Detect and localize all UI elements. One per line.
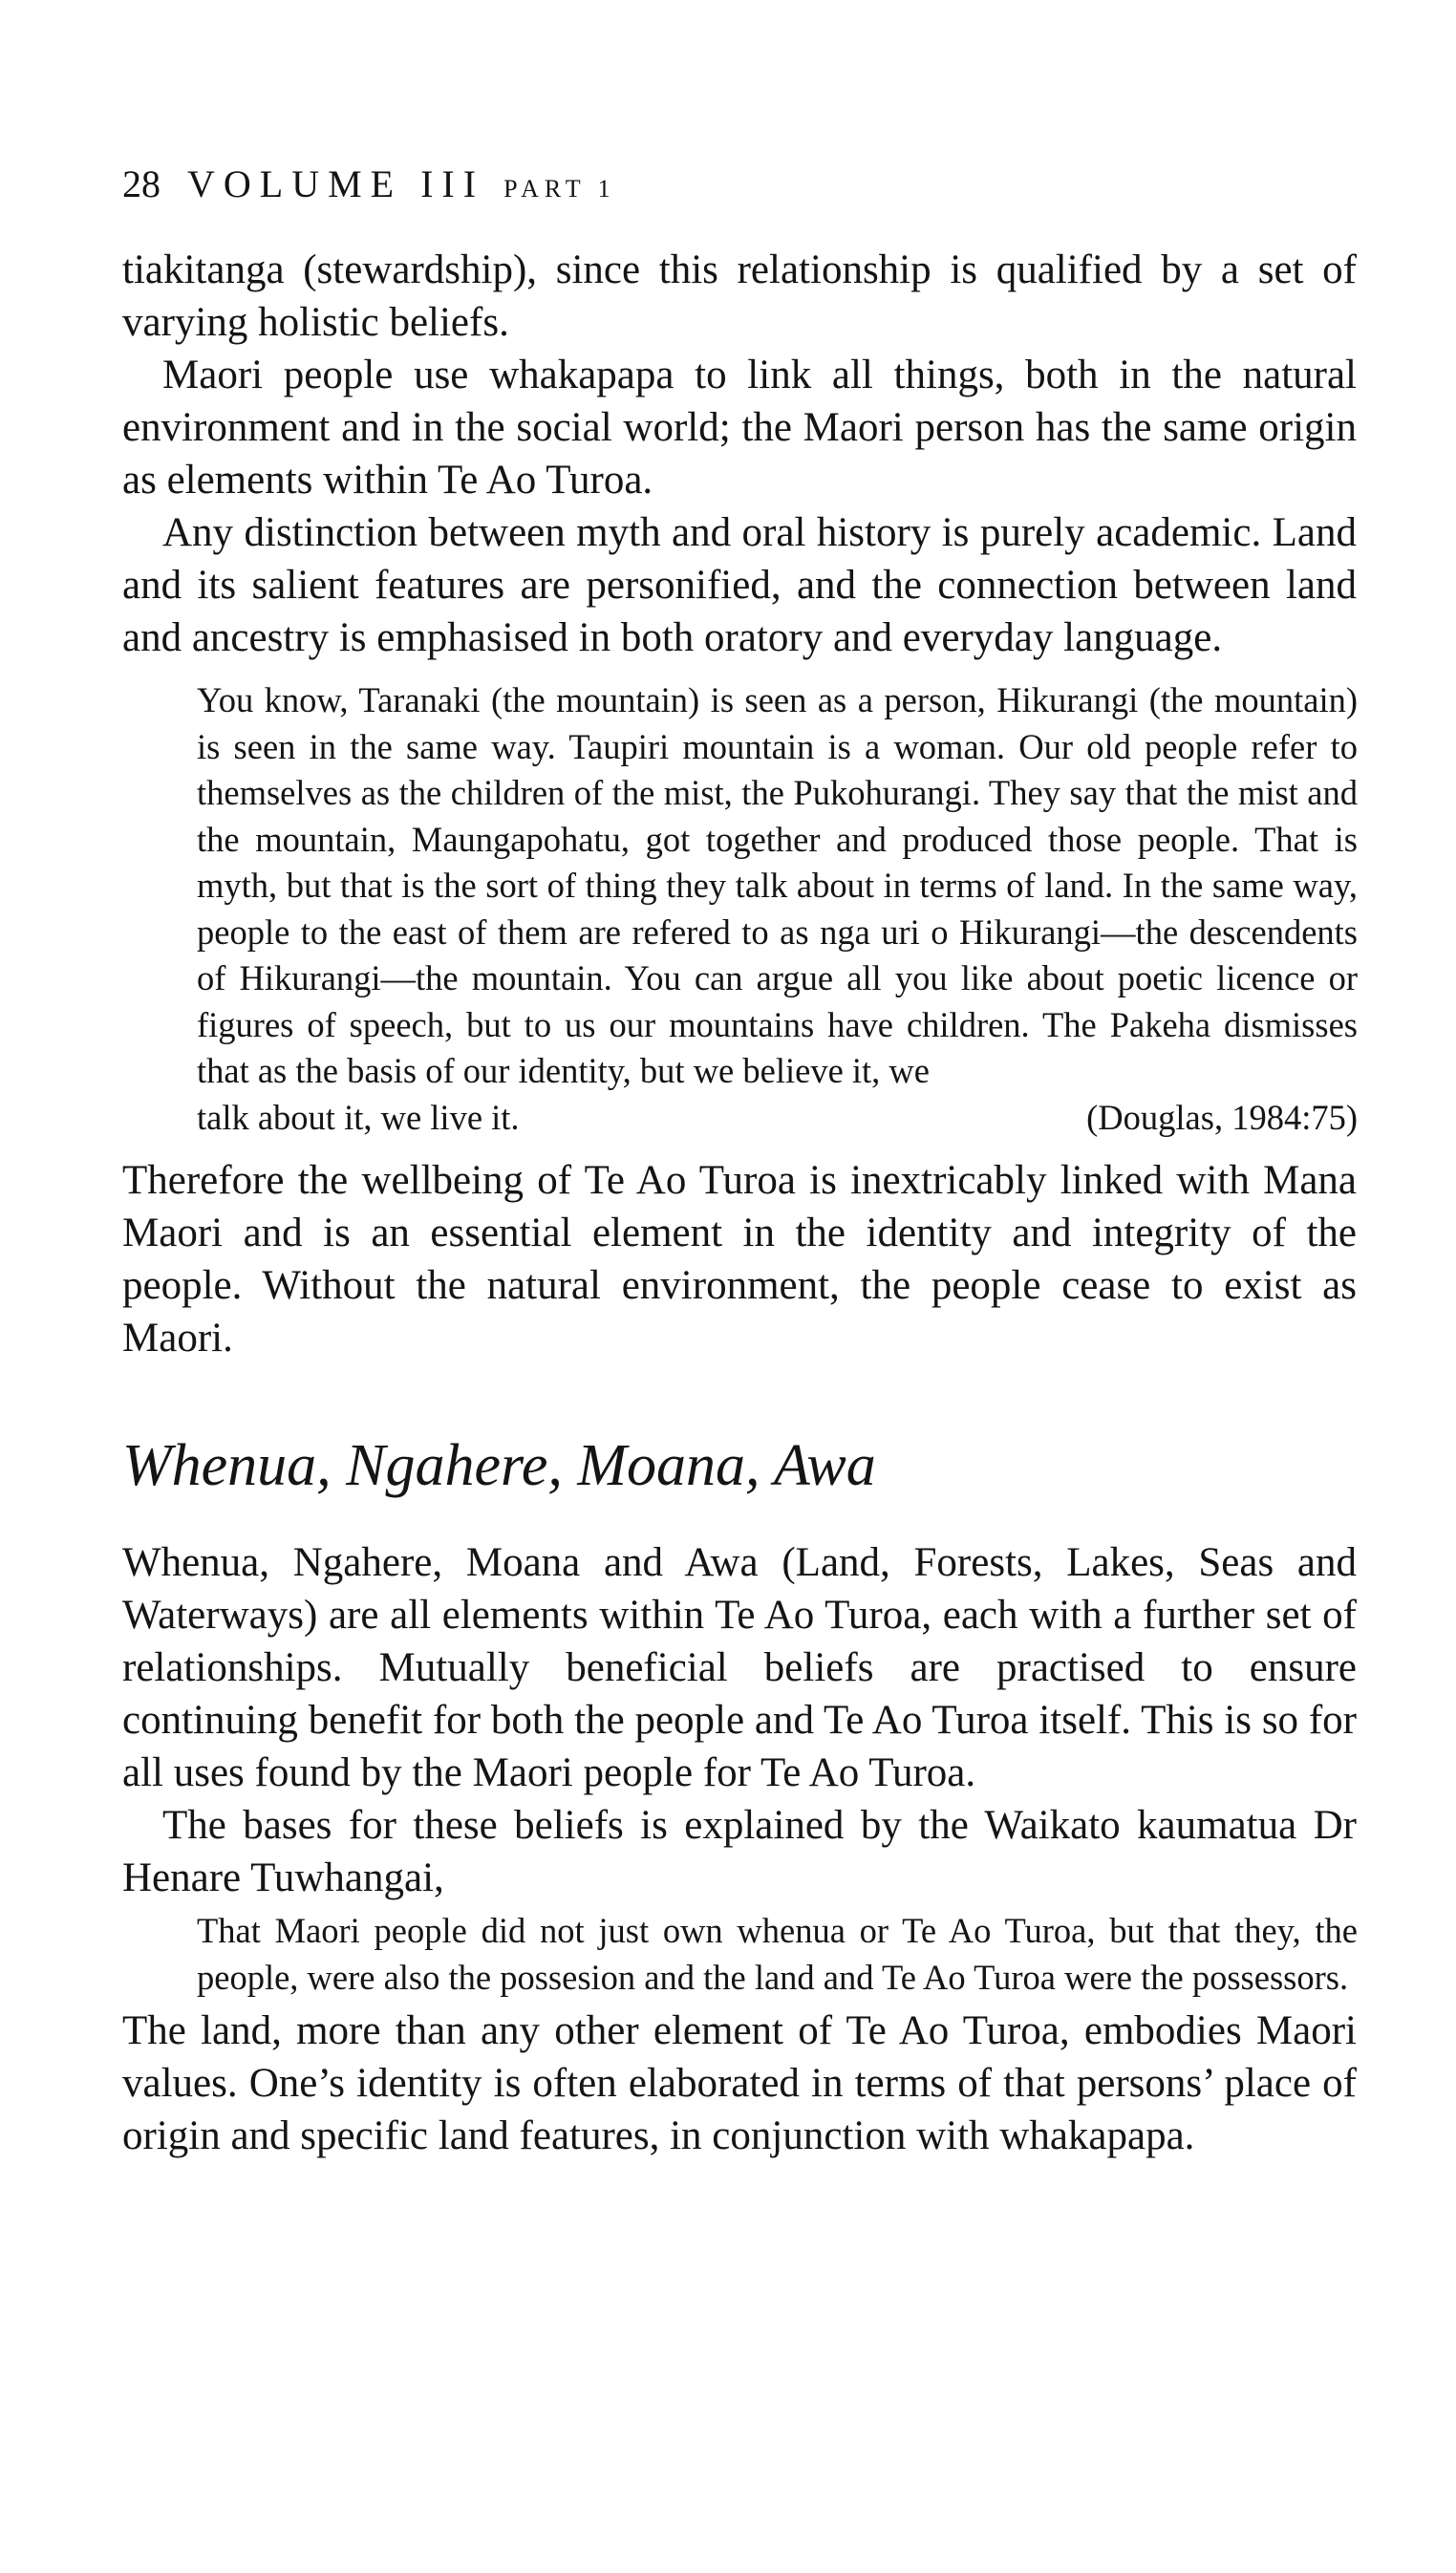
paragraph-myth-history: Any distinction between myth and oral history is purely academic. Land and its salient features are personified, and the connection between land and ancestry is emphasised in both oratory and everyday language.	[122, 510, 1357, 660]
paragraph-continuation: tiakitanga (stewardship), since this relationship is qualified by a set of varying holistic beliefs.	[122, 247, 1357, 345]
quote-citation: (Douglas, 1984:75)	[1086, 1097, 1358, 1137]
paragraph-land-values: The land, more than any other element of Te Ao Turoa, embodies Maori values. One’s identity is often elaborated in terms of that persons’ place of origin and specific land features, in conjunction with whakapapa.	[122, 2008, 1357, 2158]
block-quote-tuwhangai: That Maori people did not just own whenua or Te Ao Turoa, but that they, the people, were also the possesion and the land and Te Ao Turoa were the possessors.	[197, 1911, 1358, 1997]
page-number: 28	[122, 162, 161, 205]
volume-label: VOLUME III	[187, 162, 485, 205]
document-page	[122, 162, 1357, 2162]
quote-last-line	[197, 1095, 1358, 1142]
paragraph-whakapapa: Maori people use whakapapa to link all things, both in the natural environment and in the social world; the Maori person has the same origin as elements within Te Ao Turoa.	[122, 353, 1357, 503]
paragraph-wellbeing: Therefore the wellbeing of Te Ao Turoa is inextricably linked with Mana Maori and is an essential element in the identity and integrity of the people. Without the natural environment, the people cease to exist as Maori.	[122, 1158, 1357, 1361]
quote-final-words: talk about it, we live it.	[197, 1097, 520, 1137]
paragraph-elements: Whenua, Ngahere, Moana and Awa (Land, Forests, Lakes, Seas and Waterways) are all elements within Te Ao Turoa, each with a further set of relationships. Mutually beneficial beliefs are practised to ensure continuing benefit for both the people and Te Ao Turoa itself. This is so for all uses found by the Maori people for Te Ao Turoa.	[122, 1540, 1357, 1795]
running-head	[122, 162, 1357, 211]
quote-body: You know, Taranaki (the mountain) is seen as a person, Hikurangi (the mountain) is seen in the same way. Taupiri mountain is a woman. Our old people refer to themselves as the children of the mist, the Pukohurangi. They say that the mist and the mountain, Maungapohatu, got together and produced those people. That is myth, but that is the sort of thing they talk about in terms of land. In the same way, people to the east of them are refered to as nga uri o Hikurangi—the descendents of Hikurangi—the mountain. You can argue all you like about poetic licence or figures of speech, but to us our mountains have children. The Pakeha dismisses that as the basis of our identity, but we believe it, we	[197, 680, 1358, 1090]
paragraph-bases: The bases for these beliefs is explained by the Waikato kaumatua Dr Henare Tuwhangai,	[122, 1803, 1357, 1900]
block-quote-douglas	[197, 677, 1358, 1141]
section-heading: Whenua, Ngahere, Moana, Awa	[122, 1433, 876, 1498]
part-label: PART 1	[503, 175, 616, 203]
